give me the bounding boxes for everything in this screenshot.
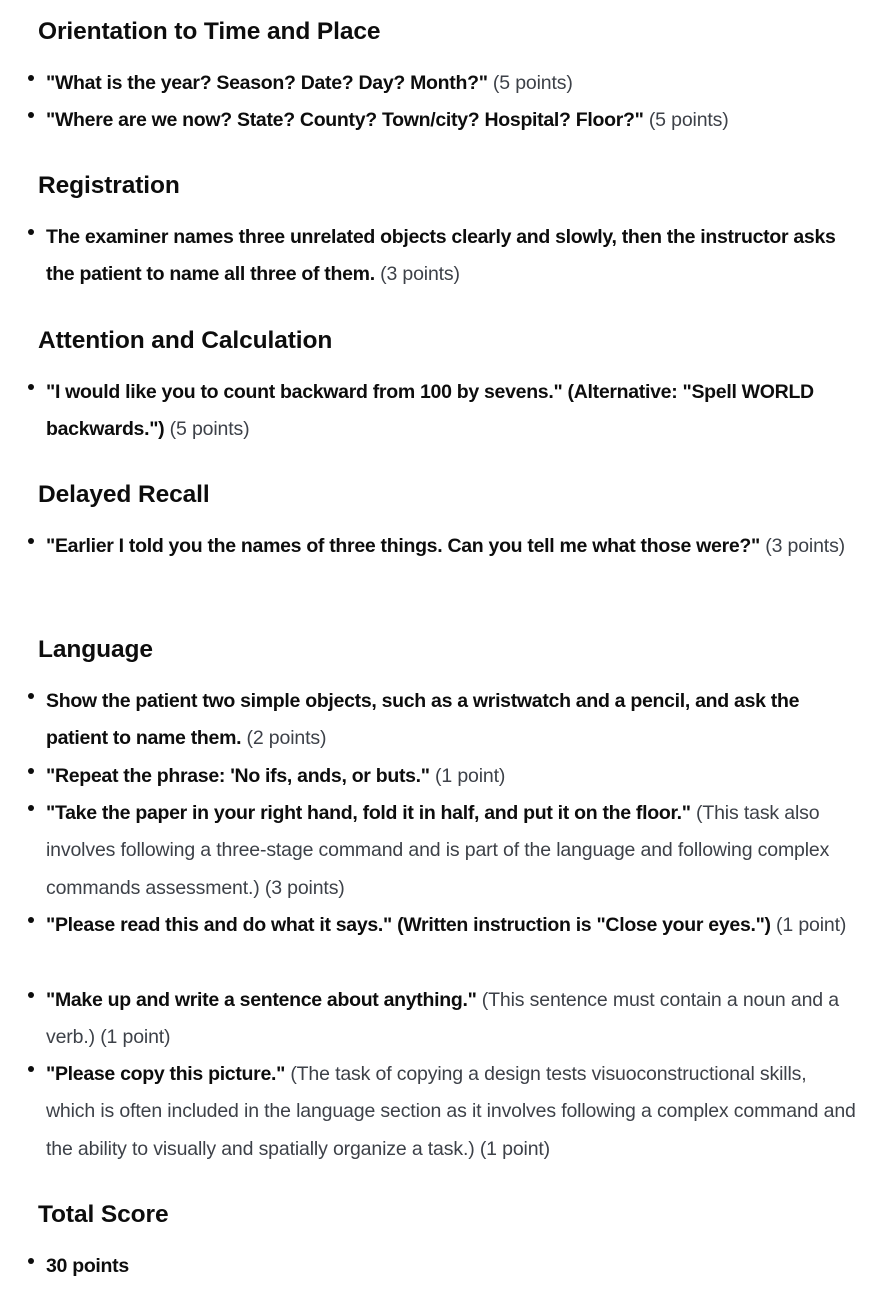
section-heading: Delayed Recall [38,481,210,508]
bullet-icon [28,917,34,923]
item-bold-text: "Please read this and do what it says." (Written instruction is "Close your eyes.") [46,914,771,936]
item-note-text: (1 point) [770,914,847,936]
bullet-icon [28,1258,34,1264]
item-note-text: (The task of copying a design tests visuoconstructional skills, which is often included in the language section as it involves following a complex command and the ability to visually and spatially organize a task.) (1 point) [46,1063,856,1160]
item-bold-text: "Repeat the phrase: 'No ifs, ands, or buts." [46,765,430,787]
bullet-icon [28,112,34,118]
item-bold-text: "Please copy this picture." [46,1063,286,1085]
bullet-icon [28,1066,34,1072]
item-note-text: (5 points) [643,109,729,131]
item-note-text: (1 point) [429,765,506,787]
bullet-icon [28,693,34,699]
item-bold-text: Show the patient two simple objects, such as a wristwatch and a pencil, and ask the patient to name them. [46,690,800,750]
item-bold-text: "Make up and write a sentence about anything." [46,989,477,1011]
bullet-icon [28,384,34,390]
item-note-text: (2 points) [241,727,327,750]
bullet-icon [28,805,34,811]
item-note-text: (3 points) [759,535,846,557]
bullet-icon [28,538,34,544]
section-heading: Attention and Calculation [38,327,333,354]
bullet-icon [28,229,34,235]
item-bold-text: "What is the year? Season? Date? Day? Month?" [46,72,488,94]
item-note-text: (5 points) [487,72,573,94]
item-bold-text: 30 points [46,1255,129,1277]
bullet-icon [28,75,34,81]
section-heading: Total Score [38,1201,169,1228]
item-bold-text: "Where are we now? State? County? Town/city? Hospital? Floor?" [46,109,644,131]
bullet-icon [28,992,34,998]
section-heading: Language [38,636,153,663]
item-bold-text: "Earlier I told you the names of three things. Can you tell me what those were?" [46,535,760,557]
item-note-text: (5 points) [164,418,250,441]
item-bold-text: "I would like you to count backward from 100 by sevens." (Alternative: "Spell WORLD backwards.") [46,381,814,441]
item-bold-text: The examiner names three unrelated objects clearly and slowly, then the instructor asks the patient to name all three of them. [46,226,836,286]
section-heading: Registration [38,172,180,199]
item-bold-text: "Take the paper in your right hand, fold it in half, and put it on the floor." [46,802,691,824]
item-note-text: (This task also involves following a three-stage command and is part of the language and following complex commands assessment.) (3 points) [46,802,830,899]
section-heading: Orientation to Time and Place [38,18,381,45]
bullet-icon [28,768,34,774]
item-note-text: (This sentence must contain a noun and a verb.) (1 point) [46,989,839,1049]
item-note-text: (3 points) [374,263,460,286]
